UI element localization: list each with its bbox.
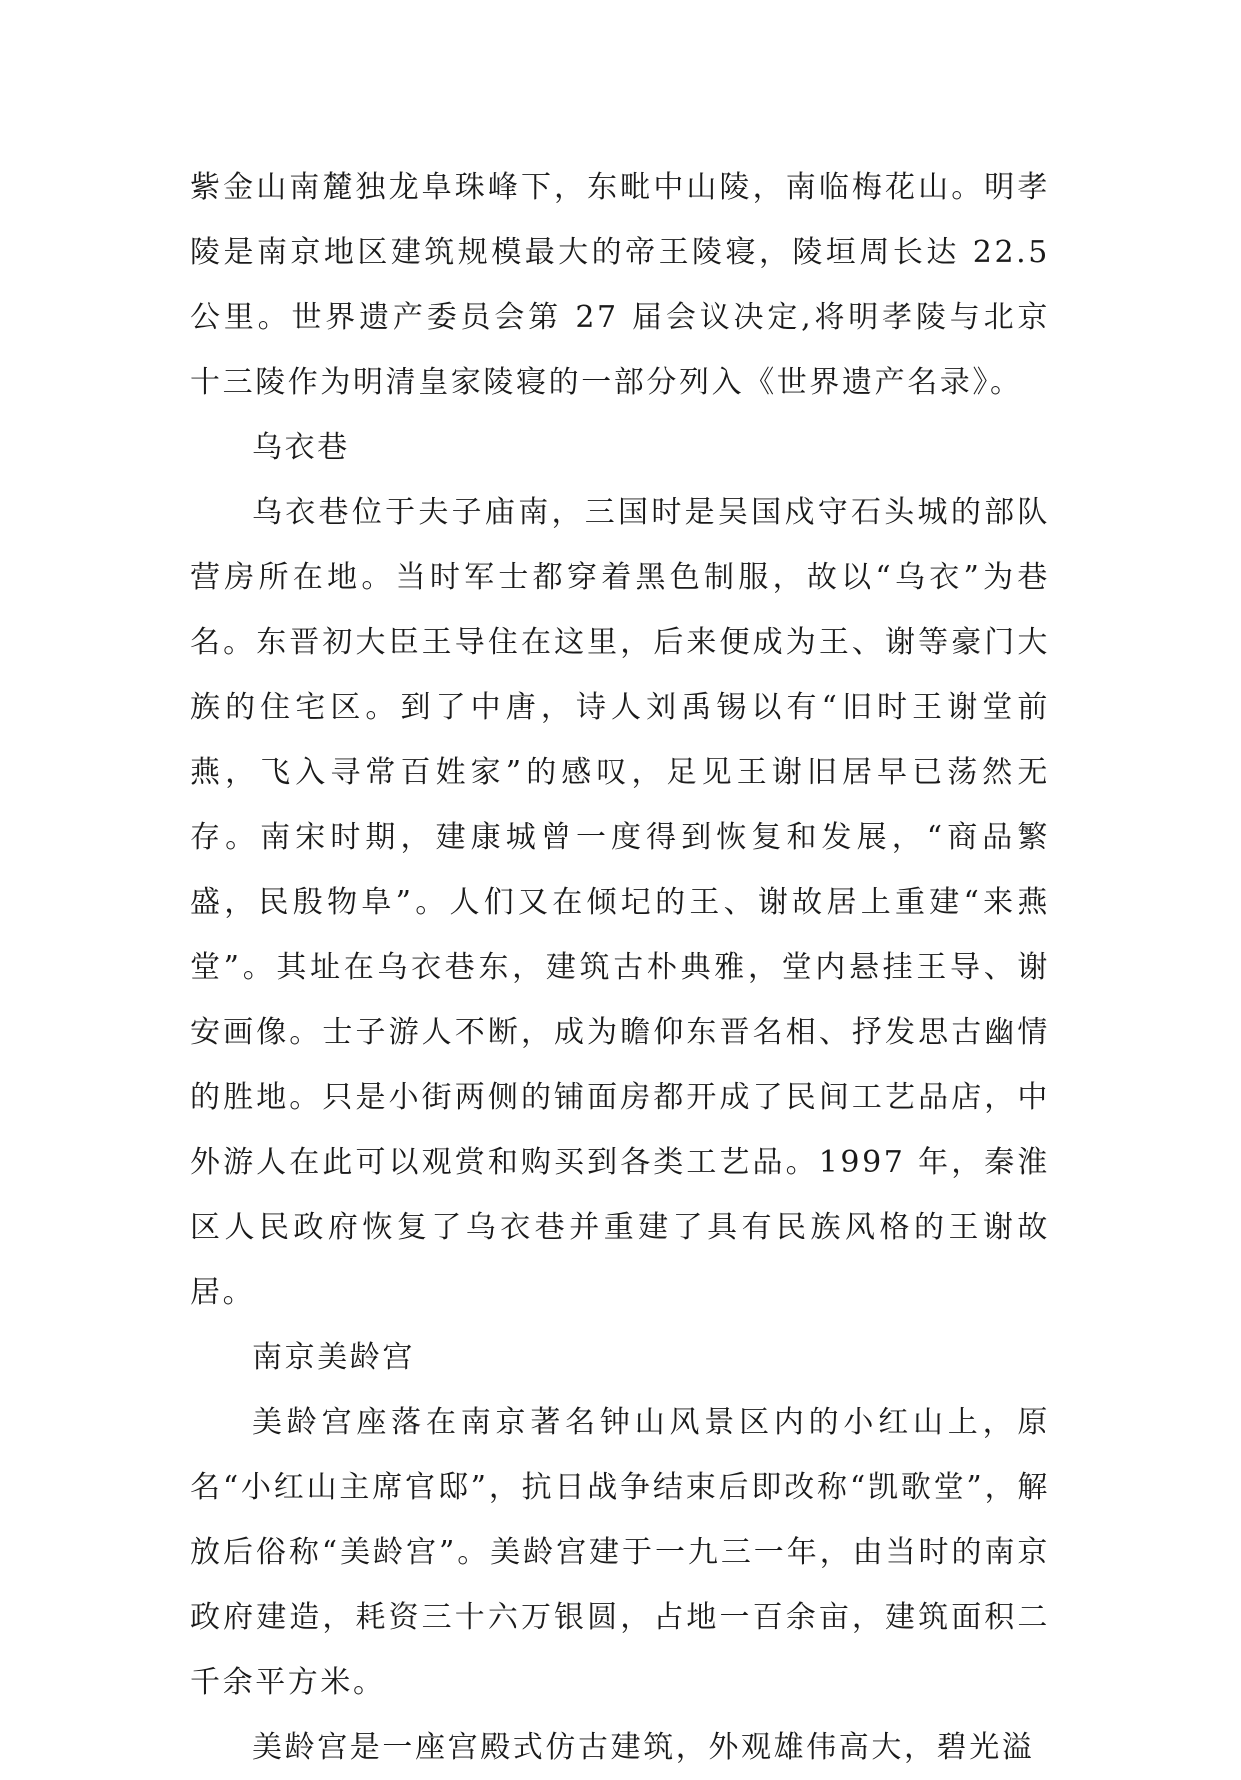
document-body [190, 155, 1050, 1780]
paragraph-meiling-palace-architecture: 美龄宫是一座宫殿式仿古建筑，外观雄伟高大，碧光溢 [252, 1730, 1035, 1765]
section-heading-wuyi-lane: 乌衣巷 [252, 430, 350, 465]
paragraph-meiling-palace-intro: 美龄宫座落在南京著名钟山风景区内的小红山上，原名“小红山主席官邸”，抗日战争结束后即改称“凯歌堂”，解放后俗称“美龄宫”。美龄宫建于一九三一年，由当时的南京政府建造，耗资三十六万银圆，占地一百余亩，建筑面积二千余平方米。 [190, 1405, 1050, 1700]
paragraph-ming-xiaoling-continued: 紫金山南麓独龙阜珠峰下，东毗中山陵，南临梅花山。明孝陵是南京地区建筑规模最大的帝王陵寝，陵垣周长达 22.5 公里。世界遗产委员会第 27 届会议决定,将明孝陵与北京十三陵作为明清皇家陵寝的一部分列入《世界遗产名录》。 [190, 170, 1050, 400]
section-heading-meiling-palace: 南京美龄宫 [252, 1340, 415, 1375]
paragraph-wuyi-lane: 乌衣巷位于夫子庙南，三国时是吴国戍守石头城的部队营房所在地。当时军士都穿着黑色制服，故以“乌衣”为巷名。东晋初大臣王导住在这里，后来便成为王、谢等豪门大族的住宅区。到了中唐，诗人刘禹锡以有“旧时王谢堂前燕，飞入寻常百姓家”的感叹，足见王谢旧居早已荡然无存。南宋时期，建康城曾一度得到恢复和发展，“商品繁盛，民殷物阜”。人们又在倾圮的王、谢故居上重建“来燕堂”。其址在乌衣巷东，建筑古朴典雅，堂内悬挂王导、谢安画像。士子游人不断，成为瞻仰东晋名相、抒发思古幽情的胜地。只是小街两侧的铺面房都开成了民间工艺品店，中外游人在此可以观赏和购买到各类工艺品。1997 年，秦淮区人民政府恢复了乌衣巷并重建了具有民族风格的王谢故居。 [190, 495, 1050, 1310]
